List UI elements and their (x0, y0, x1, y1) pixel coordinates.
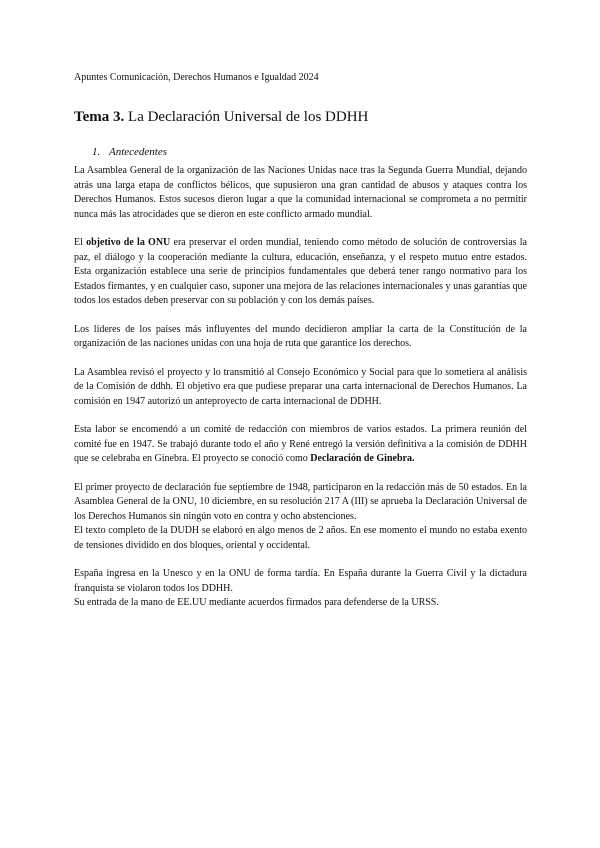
paragraph-6b: El texto completo de la DUDH se elaboró en algo menos de 2 años. En ese momento el mundo no estaba exento de tensiones dividido en dos bloques, oriental y occidental. (74, 525, 527, 551)
paragraph-5 (74, 423, 527, 467)
paragraph-7b: Su entrada de la mano de EE.UU mediante acuerdos firmados para defenderse de la URSS. (74, 597, 439, 608)
section-number: 1. (92, 146, 101, 158)
paragraph-spacer (74, 309, 527, 323)
paragraph-spacer (74, 222, 527, 236)
page-header: Apuntes Comunicación, Derechos Humanos e Igualdad 2024 (74, 72, 319, 83)
paragraph-5-pre: Esta labor se encomendó a un comité de redacción con miembros de varios estados. La primera reunión del comité fue en 1947. Se trabajó durante todo el año y René entregó la versión definitiva a la comisión de DDHH que se celebraba en Ginebra. El proyecto se conoció como (74, 424, 527, 464)
paragraph-2 (74, 236, 527, 309)
paragraph-5-bold: Declaración de Ginebra. (310, 453, 415, 464)
paragraph-4: La Asamblea revisó el proyecto y lo transmitió al Consejo Económico y Social para que lo sometiera al análisis de la Comisión de ddhh. El objetivo era que pudiese preparar una carta internacional de Derechos Humanos. La comisión en 1947 autorizó un anteproyecto de carta internacional de DDHH. (74, 366, 527, 407)
page-title (74, 108, 368, 126)
title-text: La Declaración Universal de los DDHH (124, 109, 369, 125)
paragraph-2-bold: objetivo de la ONU (86, 237, 171, 248)
paragraph-2-post: era preservar el orden mundial, teniendo como método de solución de controversias la paz, el diálogo y la cooperación mediante la cultura, educación, enseñanza, y el respeto mutuo entre estados. Esta organización establece una serie de principios fundamentales que deberá tener rango normativo para los Estados firmantes, y en cualquier caso, suponer una mejora de las relaciones internacionales y unas garantías que todos los estados deben preservar con su población y con los demás países. (74, 237, 527, 306)
section-label: Antecedentes (109, 146, 168, 158)
paragraph-spacer (74, 553, 527, 567)
paragraph-3: Los líderes de los países más influyentes del mundo decidieron ampliar la carta de la Constitución de la organización de las naciones unidas con una hoja de ruta que garantice los derechos. (74, 323, 527, 349)
title-tema-number: Tema 3. (74, 109, 125, 125)
paragraph-spacer (74, 352, 527, 366)
paragraph-1: La Asamblea General de la organización de las Naciones Unidas nace tras la Segunda Guerra Mundial, dejando atrás una larga etapa de conflictos bélicos, que supusieron una gran cantidad de abusos y ataques contra los Derechos Humanos. Estos sucesos dieron lugar a que la comunidad internacional se comprometa a no permitir nunca más las atrocidades que se dieron en este conflicto armado mundial. (74, 165, 527, 220)
section-heading (92, 145, 167, 159)
paragraph-6a: El primer proyecto de declaración fue septiembre de 1948, participaron en la redacción más de 50 estados. En la Asamblea General de la ONU, 10 diciembre, en su resolución 217 A (III) se aprueba la Declaración Universal de los Derechos Humanos sin ningún voto en contra y ocho abstenciones. (74, 481, 527, 522)
document-body (74, 164, 527, 611)
paragraph-2-pre: El (74, 237, 87, 248)
paragraph-spacer (74, 409, 527, 423)
paragraph-spacer (74, 467, 527, 481)
paragraph-7a: España ingresa en la Unesco y en la ONU de forma tardía. En España durante la Guerra Civil y la dictadura franquista se violaron todos los DDHH. (74, 568, 527, 594)
